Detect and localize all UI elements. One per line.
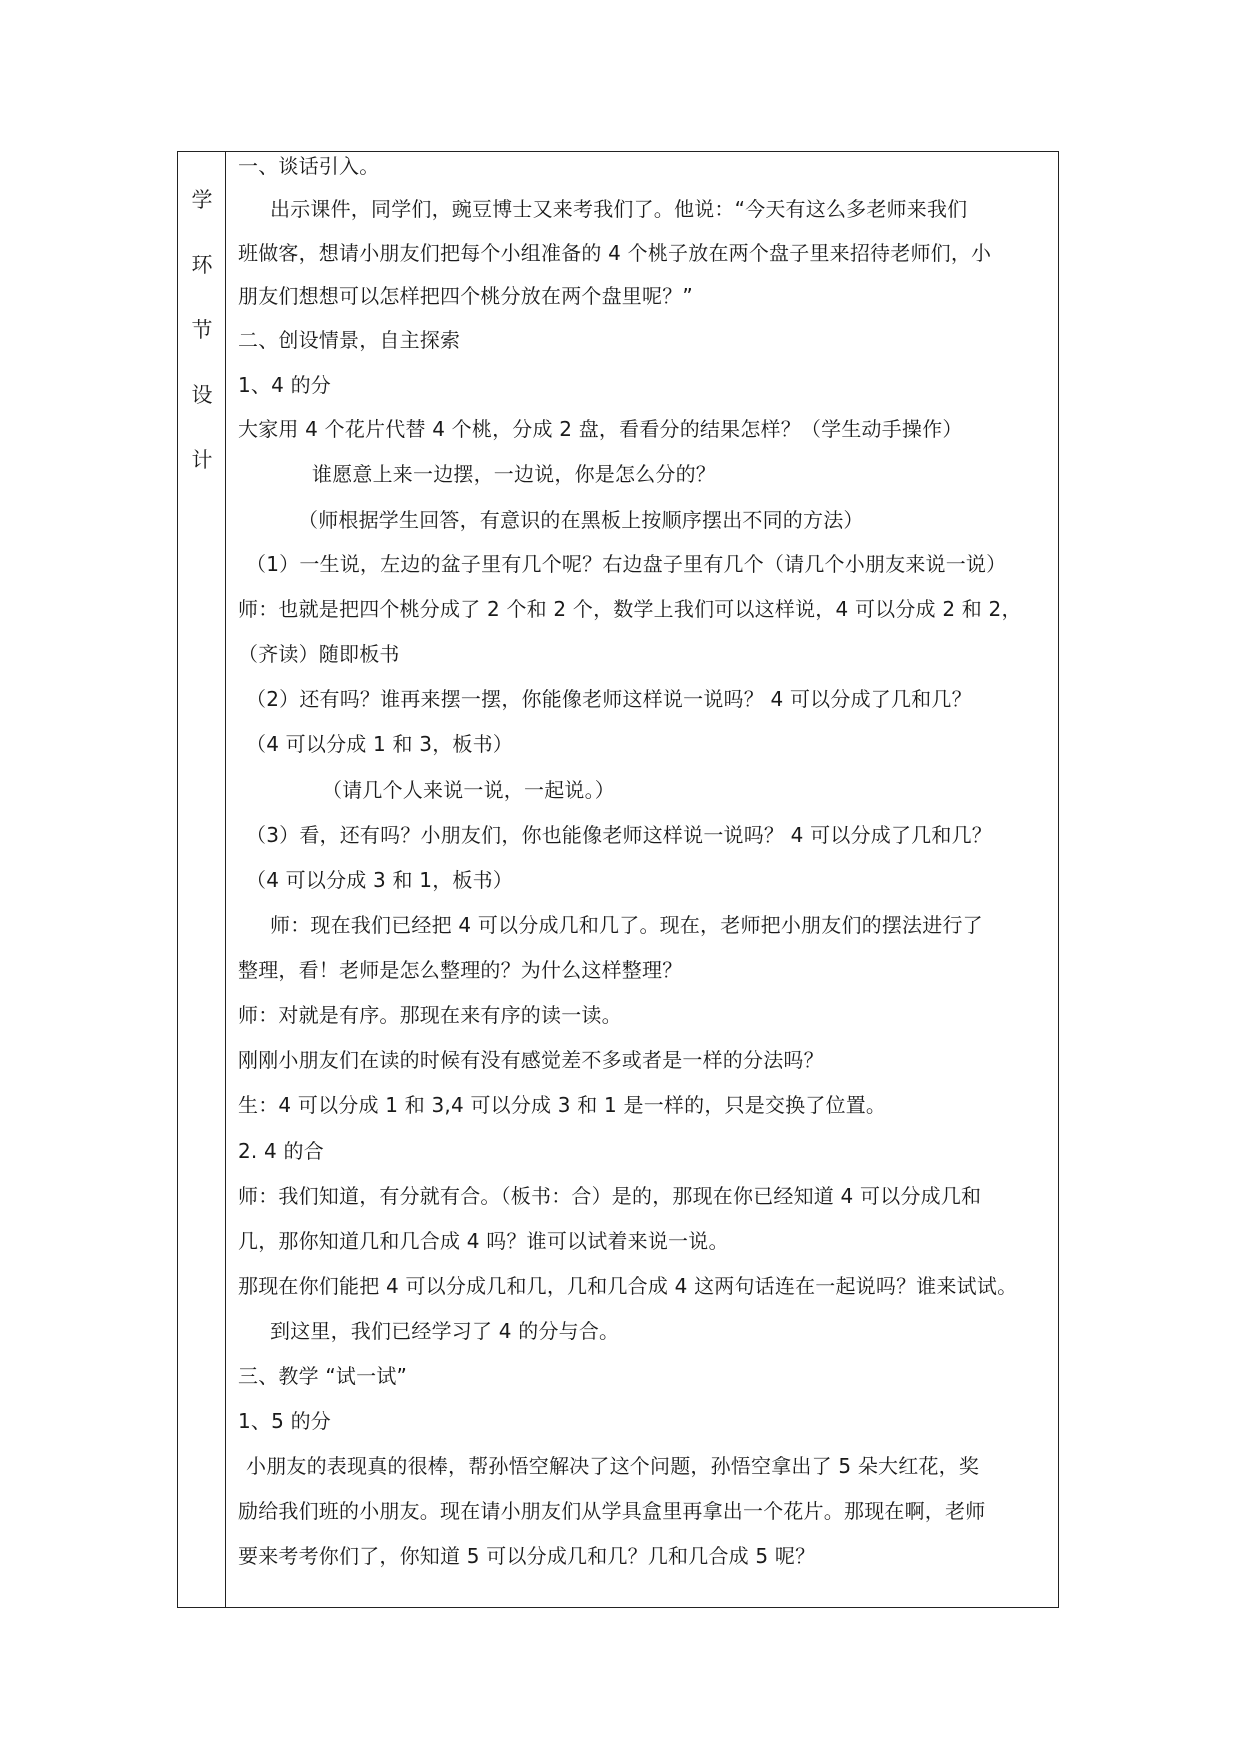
paragraph-line: （齐读）随即板书 <box>238 642 400 666</box>
lesson-table <box>177 151 1059 1608</box>
section-label-char: 节 <box>191 318 213 342</box>
paragraph-line: 大家用 4 个花片代替 4 个桃，分成 2 盘，看看分的结果怎样？（学生动手操作） <box>238 417 963 441</box>
paragraph-line: （2）还有吗？谁再来摆一摆，你能像老师这样说一说吗？ 4 可以分成了几和几？ <box>246 687 972 711</box>
subheading-4-split: 1、4 的分 <box>238 373 332 397</box>
paragraph-line: 那现在你们能把 4 可以分成几和几，几和几合成 4 这两句话连在一起说吗？谁来试试。 <box>238 1274 1018 1298</box>
heading-intro: 一、谈话引入。 <box>238 154 380 178</box>
paragraph-line: 师：我们知道，有分就有合。（板书：合）是的，那现在你已经知道 4 可以分成几和 <box>238 1184 982 1208</box>
section-label-char: 学 <box>191 188 213 212</box>
paragraph-line: （请几个人来说一说，一起说。） <box>322 778 615 802</box>
paragraph-line: 刚刚小朋友们在读的时候有没有感觉差不多或者是一样的分法吗？ <box>238 1048 824 1072</box>
paragraph-line: （4 可以分成 3 和 1，板书） <box>246 868 514 892</box>
paragraph-line: 师：现在我们已经把 4 可以分成几和几了。现在，老师把小朋友们的摆法进行了 <box>270 913 983 937</box>
subheading-5-split: 1、5 的分 <box>238 1409 332 1433</box>
paragraph-line: 朋友们想想可以怎样把四个桃分放在两个盘里呢？” <box>238 284 693 308</box>
heading-explore: 二、创设情景，自主探索 <box>238 328 461 352</box>
paragraph-line: 班做客，想请小朋友们把每个小组准备的 4 个桃子放在两个盘子里来招待老师们，小 <box>238 241 992 265</box>
paragraph-line: 生：4 可以分成 1 和 3,4 可以分成 3 和 1 是一样的，只是交换了位置。 <box>238 1093 887 1117</box>
paragraph-line: 整理，看！老师是怎么整理的？为什么这样整理？ <box>238 958 683 982</box>
section-label-char: 环 <box>191 253 213 277</box>
paragraph-line: 励给我们班的小朋友。现在请小朋友们从学具盒里再拿出一个花片。那现在啊，老师 <box>238 1499 986 1523</box>
section-label-char: 设 <box>191 383 213 407</box>
lesson-content <box>226 152 1058 1607</box>
subheading-4-combine: 2. 4 的合 <box>238 1139 324 1163</box>
section-label-column <box>178 152 226 1607</box>
paragraph-line: 谁愿意上来一边摆，一边说，你是怎么分的？ <box>312 462 716 486</box>
paragraph-line: 几，那你知道几和几合成 4 吗？谁可以试着来说一说。 <box>238 1229 729 1253</box>
paragraph-line: （1）一生说，左边的盆子里有几个呢？右边盘子里有几个（请几个小朋友来说一说） <box>246 552 1007 576</box>
paragraph-line: （师根据学生回答，有意识的在黑板上按顺序摆出不同的方法） <box>298 508 864 532</box>
paragraph-line: 要来考考你们了，你知道 5 可以分成几和几？几和几合成 5 呢？ <box>238 1544 816 1568</box>
paragraph-line: （4 可以分成 1 和 3，板书） <box>246 732 514 756</box>
paragraph-line: （3）看，还有吗？小朋友们，你也能像老师这样说一说吗？ 4 可以分成了几和几？ <box>246 823 992 847</box>
paragraph-line: 到这里，我们已经学习了 4 的分与合。 <box>270 1319 620 1343</box>
paragraph-line: 出示课件，同学们，豌豆博士又来考我们了。他说：“今天有这么多老师来我们 <box>270 197 968 221</box>
heading-try: 三、教学 “试一试” <box>238 1364 408 1388</box>
section-label-char: 计 <box>191 448 213 472</box>
paragraph-line: 师：对就是有序。那现在来有序的读一读。 <box>238 1003 622 1027</box>
paragraph-line: 小朋友的表现真的很棒，帮孙悟空解决了这个问题，孙悟空拿出了 5 朵大红花，奖 <box>246 1454 980 1478</box>
paragraph-line: 师：也就是把四个桃分成了 2 个和 2 个，数学上我们可以这样说，4 可以分成 2 和 2， <box>238 597 1022 621</box>
